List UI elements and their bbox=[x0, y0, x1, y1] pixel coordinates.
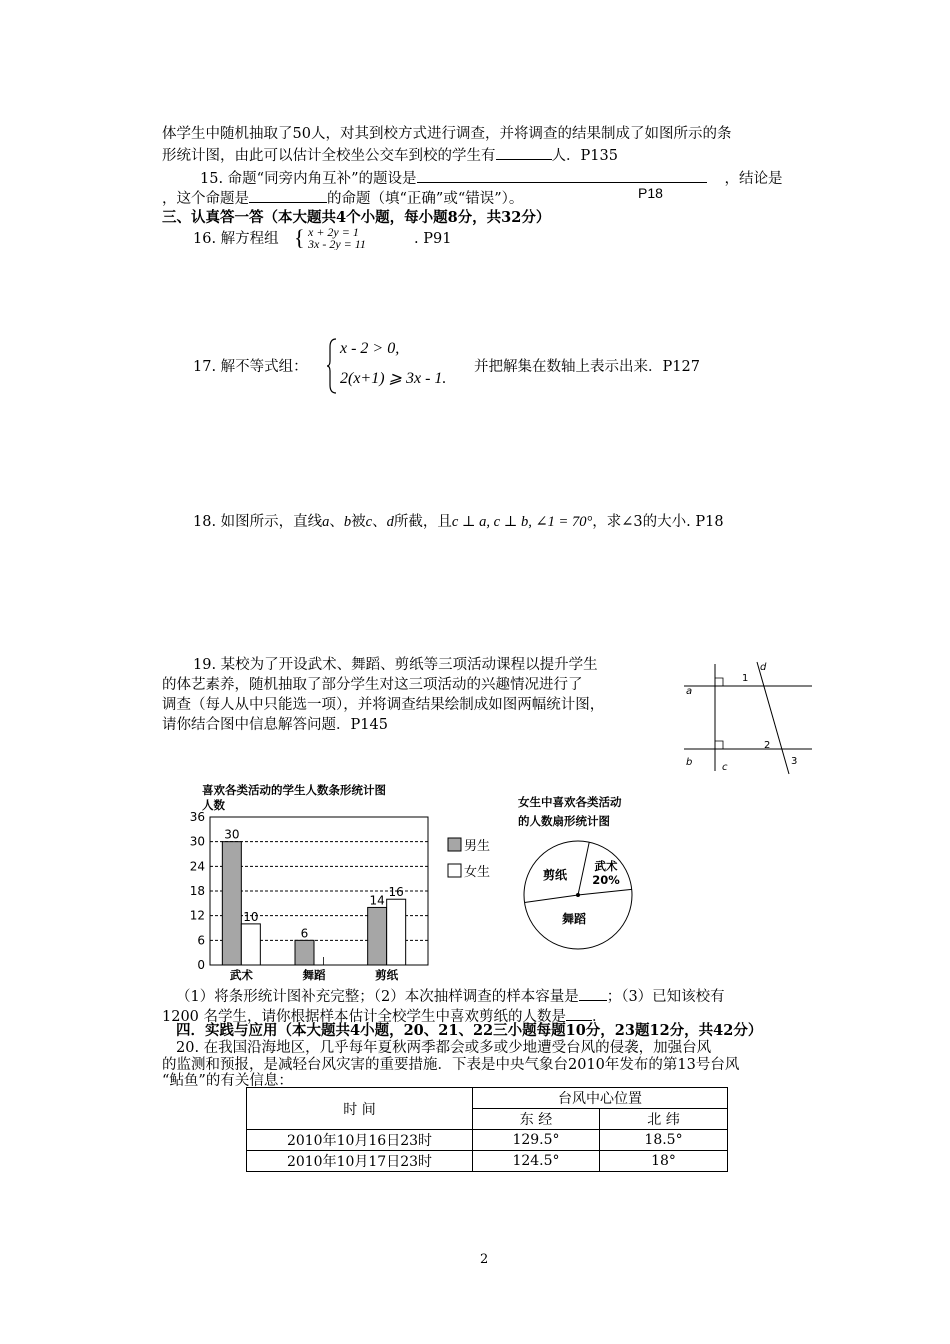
x-category-label: 武术 bbox=[229, 968, 253, 982]
section-4-heading: 四．实践与应用（本大题共4小题，20、21、22三小题每题10分，23题12分，共42分） bbox=[176, 1022, 763, 1039]
q15-hint: 的命题（填“正确”或“错误”）。 bbox=[327, 191, 524, 207]
q15-text: 15. 命题“同旁内角互补”的题设是 bbox=[200, 171, 417, 187]
label-angle-2: 2 bbox=[764, 740, 771, 751]
x-category-label: 舞蹈 bbox=[302, 968, 326, 982]
q14-blank[interactable] bbox=[496, 144, 552, 160]
q16-ref: . P91 bbox=[414, 231, 452, 247]
pie-chart bbox=[508, 792, 648, 957]
q20-line3: “鲇鱼”的有关信息： bbox=[162, 1073, 293, 1089]
q18-var-b: b bbox=[343, 514, 352, 530]
legend-label: 男生 bbox=[464, 839, 491, 854]
bar-value-label: 16 bbox=[388, 885, 404, 900]
q14-text: 形统计图，由此可以估计全校坐公交车到校的学生有 bbox=[162, 148, 496, 164]
legend-label: 女生 bbox=[464, 865, 491, 880]
q19-sub-1-text: （1）将条形统计图补充完整；（2）本次抽样调查的样本容量是 bbox=[176, 989, 579, 1005]
q15-line1 bbox=[200, 167, 783, 189]
pie-label-jianzhi: 剪纸 bbox=[542, 868, 568, 882]
y-tick-label: 30 bbox=[189, 834, 205, 849]
label-c: c bbox=[722, 762, 728, 773]
q14-line2 bbox=[162, 144, 618, 166]
cell-latitude: 18° bbox=[600, 1151, 728, 1172]
parallel-lines-figure bbox=[678, 656, 818, 776]
table-row bbox=[247, 1130, 728, 1151]
brace-icon: { bbox=[294, 228, 305, 250]
bar bbox=[241, 924, 260, 965]
q15-blank-conclusion[interactable] bbox=[249, 187, 327, 203]
q18-text-1: 18. 如图所示，直线 bbox=[193, 514, 323, 530]
q20-line1: 20. 在我国沿海地区，几乎每年夏秋两季都会或多或少地遭受台风的侵袭，加强台风 bbox=[176, 1040, 712, 1056]
y-tick-label: 24 bbox=[189, 859, 205, 874]
q19-line4: 请你结合图中信息解答问题．P145 bbox=[162, 717, 388, 733]
q19-line1: 19. 某校为了开设武术、舞蹈、剪纸等三项活动课程以提升学生 bbox=[193, 657, 598, 673]
q15-conclusion-label: ，结论是 bbox=[724, 171, 783, 187]
q19-sub-line1 bbox=[176, 985, 725, 1007]
y-tick-label: 36 bbox=[189, 810, 205, 824]
header-time: 时 间 bbox=[247, 1088, 473, 1130]
q18-var-d: d bbox=[386, 514, 394, 530]
cell-longitude: 124.5° bbox=[473, 1151, 600, 1172]
bar bbox=[295, 940, 314, 965]
page-number: 2 bbox=[480, 1252, 489, 1267]
y-tick-label: 0 bbox=[197, 958, 205, 972]
q19-sub-3-text: ；（3）已知该校有 bbox=[606, 989, 725, 1005]
q19-sub-3-text-2: 1200 名学生，请你根据样本估计全校学生中喜欢剪纸的人数是 bbox=[162, 1009, 567, 1025]
table-row bbox=[247, 1151, 728, 1172]
bar-value-label: 14 bbox=[369, 893, 385, 908]
bar-value-label: 30 bbox=[224, 827, 240, 842]
label-b: b bbox=[686, 757, 693, 768]
q18-var-c: c bbox=[365, 514, 373, 530]
legend-swatch bbox=[448, 864, 461, 877]
bar bbox=[222, 842, 241, 965]
cell-latitude: 18.5° bbox=[600, 1130, 728, 1151]
q18-text-3: 所截，且 bbox=[393, 514, 452, 530]
label-a: a bbox=[686, 686, 693, 697]
q18-condition: c ⊥ a, c ⊥ b, ∠1 = 70° bbox=[451, 514, 593, 530]
q19-blank-sample[interactable] bbox=[579, 985, 607, 1001]
q14-ref: 人．P135 bbox=[551, 148, 618, 164]
q15-line2 bbox=[162, 187, 523, 209]
pie-center bbox=[576, 893, 580, 897]
y-tick-label: 18 bbox=[189, 884, 205, 898]
q17-brace-icon bbox=[326, 337, 338, 395]
pie-value-wushu: 20% bbox=[592, 873, 620, 887]
q18 bbox=[193, 512, 724, 532]
pie-label-wushu: 武术 bbox=[594, 859, 618, 873]
q18-var-a: a bbox=[322, 514, 330, 530]
pie-label-wudao: 舞蹈 bbox=[561, 912, 587, 926]
q15-blank-hypothesis[interactable] bbox=[417, 167, 707, 183]
pie-chart-title-2: 的人数扇形统计图 bbox=[518, 814, 610, 828]
y-tick-label: 12 bbox=[189, 908, 205, 923]
q16-eq-bottom: 3x - 2y = 11 bbox=[308, 237, 366, 250]
label-d: d bbox=[760, 662, 767, 673]
y-tick-label: 6 bbox=[197, 933, 205, 948]
q19-line3: 调查（每人从中只能选一项），并将调查结果绘制成如图两幅统计图， bbox=[162, 697, 605, 713]
q15-text-2: ，这个命题是 bbox=[162, 191, 249, 207]
q17-suffix: 并把解集在数轴上表示出来．P127 bbox=[474, 359, 700, 375]
cell-longitude: 129.5° bbox=[473, 1130, 600, 1151]
x-category-label: 剪纸 bbox=[375, 968, 399, 982]
q18-sep-1: 、 bbox=[329, 514, 344, 530]
bar-chart-ylabel: 人数 bbox=[202, 798, 225, 812]
q19-blank-estimate[interactable] bbox=[566, 1005, 592, 1021]
label-angle-1: 1 bbox=[742, 673, 749, 684]
cell-time: 2010年10月16日23时 bbox=[247, 1130, 473, 1151]
bar-value-label: 6 bbox=[300, 926, 309, 941]
q17-ineq-2: 2(x+1) ⩾ 3x - 1. bbox=[340, 370, 447, 387]
bar-chart bbox=[178, 780, 508, 985]
q16-eq-top: x + 2y = 1 bbox=[308, 228, 359, 239]
q14-line1: 体学生中随机抽取了50人，对其到校方式进行调查，并将调查的结果制成了如图所示的条 bbox=[162, 126, 732, 142]
bar bbox=[368, 907, 387, 965]
legend-swatch bbox=[448, 838, 461, 851]
cell-time: 2010年10月17日23时 bbox=[247, 1151, 473, 1172]
bar-chart-title: 喜欢各类活动的学生人数条形统计图 bbox=[202, 783, 386, 797]
header-longitude: 东 经 bbox=[473, 1109, 600, 1130]
q20-line2: 的监测和预报，是减轻台风灾害的重要措施．下表是中央气象台2010年发布的第13号台风 bbox=[162, 1057, 740, 1073]
header-position: 台风中心位置 bbox=[473, 1088, 728, 1109]
q18-sep-2: 、 bbox=[372, 514, 387, 530]
typhoon-table bbox=[246, 1087, 728, 1172]
bar bbox=[387, 899, 406, 965]
q18-text-2: 被 bbox=[351, 514, 366, 530]
bar-value-label: 10 bbox=[243, 909, 259, 924]
label-angle-3: 3 bbox=[791, 756, 798, 767]
q19-period: ． bbox=[592, 1009, 607, 1025]
pie-chart-title-1: 女生中喜欢各类活动 bbox=[518, 795, 622, 809]
q16 bbox=[193, 229, 279, 249]
header-latitude: 北 纬 bbox=[600, 1109, 728, 1130]
q18-text-4: ，求∠3的大小. P18 bbox=[592, 514, 724, 530]
q17-ineq-1: x - 2 > 0, bbox=[340, 340, 400, 357]
q19-line2: 的体艺素养，随机抽取了部分学生对这三项活动的兴趣情况进行了 bbox=[162, 677, 583, 693]
q17-label: 17. 解不等式组： bbox=[193, 359, 308, 375]
section-3-heading: 三、认真答一答（本大题共4个小题，每小题8分，共32分） bbox=[162, 209, 551, 226]
q16-equations bbox=[294, 228, 414, 250]
q15-ref: P18 bbox=[638, 185, 663, 201]
q16-text: 16. 解方程组 bbox=[193, 231, 279, 247]
